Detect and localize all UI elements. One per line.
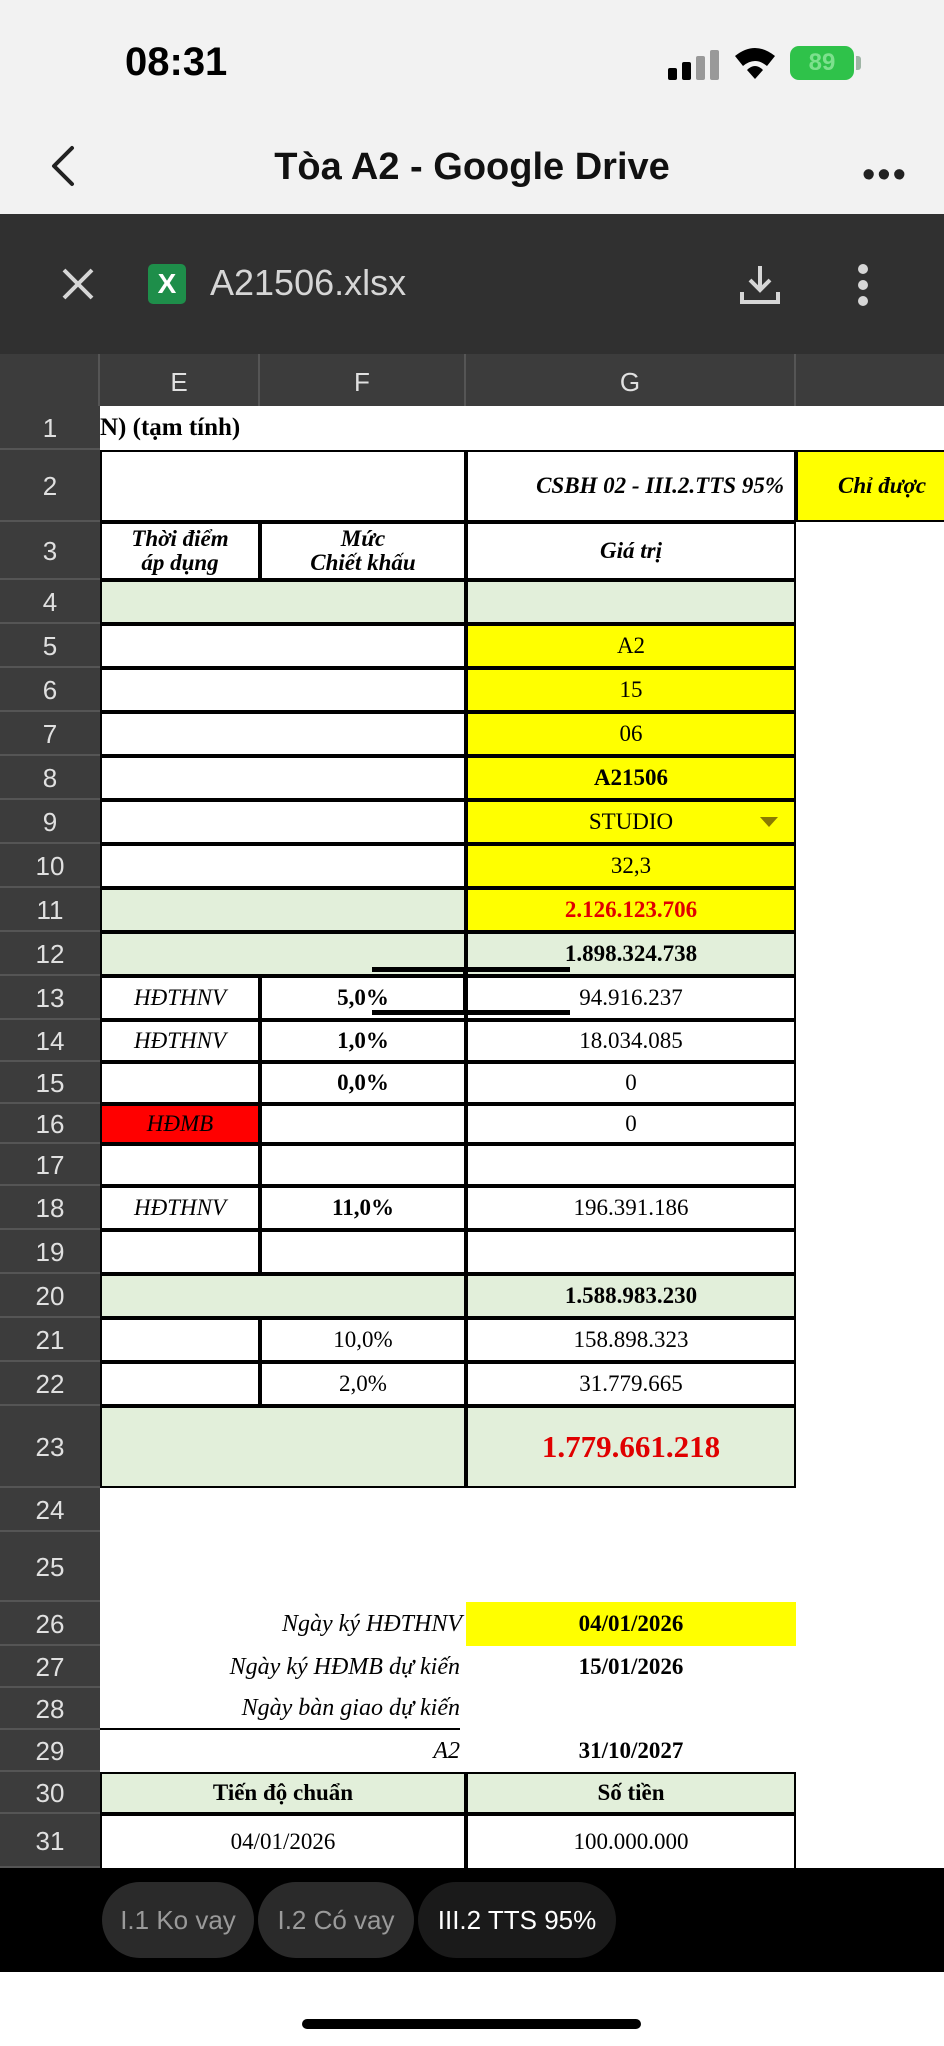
battery-icon: 89 (790, 46, 854, 80)
cell-e4-f4[interactable] (100, 580, 466, 624)
cell-e6-f6[interactable] (100, 668, 466, 712)
kebab-menu-icon[interactable] (855, 264, 871, 308)
more-options-icon[interactable]: ••• (862, 154, 908, 196)
cell-f16[interactable] (260, 1104, 466, 1144)
cell-e7-f7[interactable] (100, 712, 466, 756)
row-header[interactable]: 25 (0, 1532, 100, 1602)
home-indicator[interactable] (302, 2019, 641, 2029)
selection-handle-middle[interactable] (463, 967, 468, 1015)
row-header[interactable]: 5 (0, 624, 100, 668)
column-header-h[interactable] (796, 354, 944, 406)
wifi-icon (733, 44, 777, 80)
row-header[interactable]: 18 (0, 1186, 100, 1230)
sheet-tab[interactable]: I.2 Có vay (258, 1882, 414, 1958)
header-standard-schedule[interactable]: Tiến độ chuẩn (100, 1772, 466, 1814)
cell-e19[interactable] (100, 1230, 260, 1274)
cell-f22[interactable]: 2,0% (260, 1362, 466, 1406)
cell-g21[interactable]: 158.898.323 (466, 1318, 796, 1362)
label-building[interactable]: A2 (433, 1737, 460, 1764)
close-icon[interactable] (56, 262, 100, 306)
cell-g16[interactable]: 0 (466, 1104, 796, 1144)
home-area (0, 1972, 944, 2046)
cell-f17[interactable] (260, 1144, 466, 1186)
cell-f18[interactable]: 11,0% (260, 1186, 466, 1230)
cell-e17[interactable] (100, 1144, 260, 1186)
row-header[interactable]: 19 (0, 1230, 100, 1274)
corner-cell[interactable] (0, 354, 100, 406)
row-header[interactable]: 27 (0, 1646, 100, 1688)
cell-e15[interactable] (100, 1062, 260, 1104)
cell-e13[interactable]: HĐTHNV (100, 976, 260, 1020)
row-header[interactable]: 1 (0, 406, 100, 450)
cell-g19[interactable] (466, 1230, 796, 1274)
sheet-tab[interactable]: I.1 Ko vay (102, 1882, 254, 1958)
cell-g13[interactable]: 94.916.237 (466, 976, 796, 1020)
download-icon[interactable] (738, 262, 782, 306)
schedule-date-cell[interactable]: 04/01/2026 (100, 1814, 466, 1868)
excel-file-icon: X (148, 264, 186, 304)
row-header[interactable]: 26 (0, 1602, 100, 1646)
row-header[interactable]: 7 (0, 712, 100, 756)
row-header[interactable]: 6 (0, 668, 100, 712)
sale-contract-date-cell[interactable]: 15/01/2026 (578, 1654, 684, 1679)
sheet-title-cell[interactable]: N) (tạm tính) (100, 414, 241, 441)
label-sale-contract-date[interactable]: Ngày ký HĐMB dự kiến (229, 1653, 460, 1680)
cell-f14[interactable]: 1,0% (260, 1020, 466, 1062)
row-header[interactable]: 3 (0, 522, 100, 580)
unit-type-dropdown[interactable]: STUDIO (466, 800, 796, 844)
row-header[interactable]: 4 (0, 580, 100, 624)
cell-g17[interactable] (466, 1144, 796, 1186)
row-header[interactable]: 22 (0, 1362, 100, 1406)
sign-date-cell[interactable]: 04/01/2026 (466, 1602, 796, 1646)
cell-e22[interactable] (100, 1362, 260, 1406)
area-cell[interactable]: 32,3 (466, 844, 796, 888)
unit-number-cell[interactable]: 06 (466, 712, 796, 756)
final-total-cell[interactable]: 1.779.661.218 (466, 1406, 796, 1488)
row-header[interactable]: 20 (0, 1274, 100, 1318)
row-header[interactable]: 28 (0, 1688, 100, 1730)
column-header-g[interactable]: G (466, 354, 796, 406)
dropdown-arrow-icon[interactable] (760, 817, 778, 827)
signal-icon (668, 50, 722, 80)
cell-f21[interactable]: 10,0% (260, 1318, 466, 1362)
status-bar (0, 0, 944, 118)
row-header[interactable]: 31 (0, 1814, 100, 1868)
cell-g22[interactable]: 31.779.665 (466, 1362, 796, 1406)
page-title: Tòa A2 - Google Drive (274, 146, 670, 188)
handover-date-cell[interactable]: 31/10/2027 (578, 1738, 684, 1763)
battery-tip (856, 56, 861, 70)
header-discount-rate[interactable]: Mức Chiết khấu (260, 522, 466, 580)
note-cell-h2[interactable]: Chỉ được (796, 450, 944, 522)
row-header[interactable]: 29 (0, 1730, 100, 1772)
selection-handle-top[interactable] (372, 967, 570, 972)
cell-e10-f10[interactable] (100, 844, 466, 888)
cell-e16[interactable]: HĐMB (100, 1104, 260, 1144)
row-header[interactable]: 2 (0, 450, 100, 522)
cell-e14[interactable]: HĐTHNV (100, 1020, 260, 1062)
column-header-e[interactable]: E (100, 354, 260, 406)
cell-e18[interactable]: HĐTHNV (100, 1186, 260, 1230)
row-header[interactable]: 23 (0, 1406, 100, 1488)
file-viewer-toolbar (0, 214, 944, 354)
cell-e9-f9[interactable] (100, 800, 466, 844)
sheet-tab-active[interactable]: III.2 TTS 95% (418, 1882, 616, 1958)
cell-e5-f5[interactable] (100, 624, 466, 668)
column-header-f[interactable]: F (260, 354, 466, 406)
cell-e20-f20[interactable] (100, 1274, 466, 1318)
cell-e11-f11[interactable] (100, 888, 466, 932)
schedule-amount-cell[interactable]: 100.000.000 (466, 1814, 796, 1868)
unit-code-cell[interactable]: A21506 (466, 756, 796, 800)
sheet-tabs-bar (0, 1868, 944, 1972)
label-sign-date[interactable]: Ngày ký HĐTHNV (282, 1610, 462, 1637)
cell-e23-f23[interactable] (100, 1406, 466, 1488)
navigation-bar (0, 118, 944, 214)
row-header[interactable]: 14 (0, 1020, 100, 1062)
cell-f19[interactable] (260, 1230, 466, 1274)
file-name: A21506.xlsx (210, 262, 407, 303)
cell-g18[interactable]: 196.391.186 (466, 1186, 796, 1230)
header-apply-time[interactable]: Thời điểm áp dụng (100, 522, 260, 580)
row-header[interactable]: 8 (0, 756, 100, 800)
cell-e2-f2[interactable] (100, 450, 466, 522)
row-header[interactable]: 15 (0, 1062, 100, 1104)
label-handover-date[interactable]: Ngày bàn giao dự kiến (100, 1688, 460, 1730)
cell-g14[interactable]: 18.034.085 (466, 1020, 796, 1062)
status-time: 08:31 (125, 40, 228, 84)
cell-e8-f8[interactable] (100, 756, 466, 800)
floor-cell[interactable]: 15 (466, 668, 796, 712)
total-price-cell[interactable]: 2.126.123.706 (466, 888, 796, 932)
row-header[interactable]: 30 (0, 1772, 100, 1814)
row-header[interactable]: 10 (0, 844, 100, 888)
building-cell[interactable]: A2 (466, 624, 796, 668)
cell-g4[interactable] (466, 580, 796, 624)
row-header-bar (0, 406, 100, 1868)
row-header[interactable]: 21 (0, 1318, 100, 1362)
spreadsheet-grid (100, 406, 944, 1868)
selection-handle-bottom[interactable] (372, 1010, 570, 1015)
cell-e21[interactable] (100, 1318, 260, 1362)
row-header[interactable]: 12 (0, 932, 100, 976)
header-value[interactable]: Giá trị (466, 522, 796, 580)
row-header[interactable]: 16 (0, 1104, 100, 1144)
cell-g20[interactable]: 1.588.983.230 (466, 1274, 796, 1318)
cell-f13[interactable]: 5,0% (260, 976, 466, 1020)
cell-g15[interactable]: 0 (466, 1062, 796, 1104)
price-before-tax-cell[interactable]: 1.898.324.738 (466, 932, 796, 976)
row-header[interactable]: 17 (0, 1144, 100, 1186)
row-header[interactable]: 9 (0, 800, 100, 844)
policy-label-cell[interactable]: CSBH 02 - III.2.TTS 95% (466, 450, 796, 522)
row-header[interactable]: 24 (0, 1488, 100, 1532)
row-header[interactable]: 11 (0, 888, 100, 932)
header-amount[interactable]: Số tiền (466, 1772, 796, 1814)
column-header-bar (0, 354, 944, 406)
row-header[interactable]: 13 (0, 976, 100, 1020)
cell-f15[interactable]: 0,0% (260, 1062, 466, 1104)
